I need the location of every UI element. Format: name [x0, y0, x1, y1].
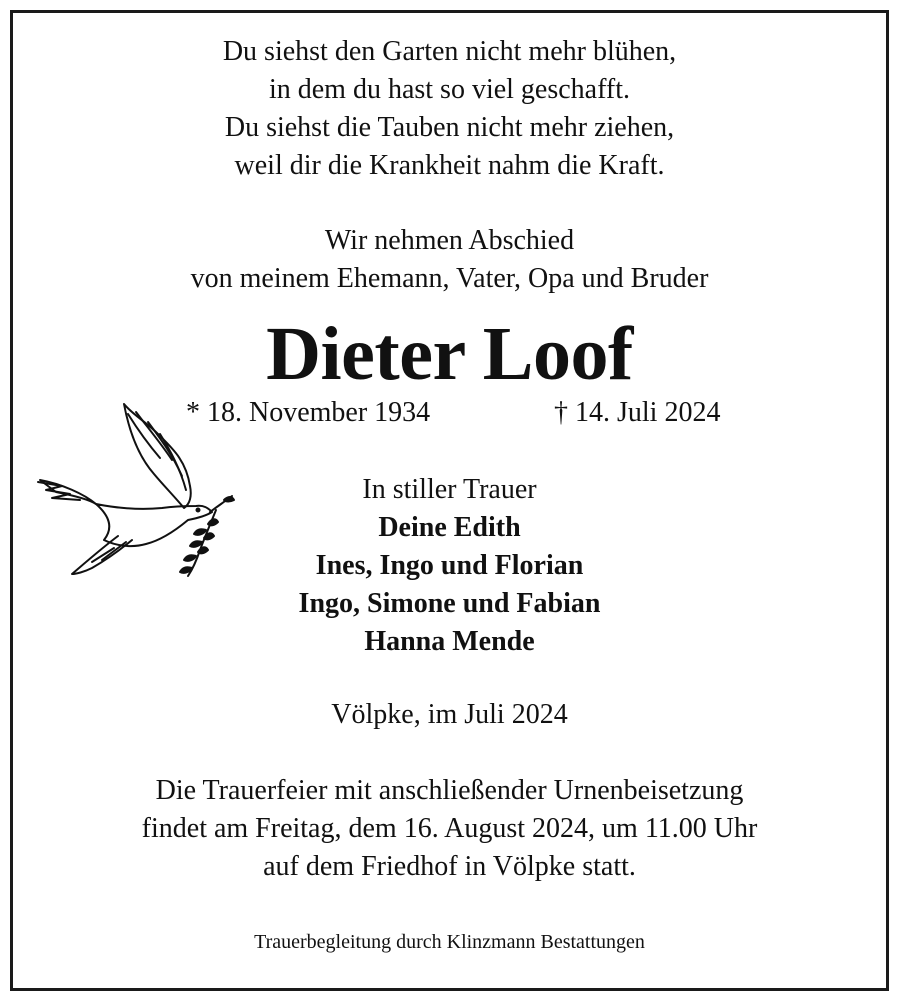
undertaker-note: Trauerbegleitung durch Klinzmann Bestattungen — [254, 931, 645, 953]
deceased-name: Dieter Loof — [266, 312, 633, 396]
poem-line-3: Du siehst die Tauben nicht mehr ziehen, — [224, 112, 675, 143]
birth-date: * 18. November 1934 — [186, 397, 431, 428]
place-date: Völpke, im Juli 2024 — [331, 699, 568, 730]
mourner-2: Ines, Ingo und Florian — [315, 550, 584, 581]
mourning-label: In stiller Trauer — [362, 474, 537, 505]
poem-line-4: weil dir die Krankheit nahm die Kraft. — [234, 150, 665, 181]
death-date: † 14. Juli 2024 — [554, 397, 721, 428]
poem-line-2: in dem du hast so viel geschafft. — [268, 74, 631, 105]
mourner-4: Hanna Mende — [364, 626, 535, 657]
service-line-1: Die Trauerfeier mit anschließender Urnenbeisetzung — [155, 775, 744, 806]
mourner-3: Ingo, Simone und Fabian — [298, 588, 601, 619]
intro-line-1: Wir nehmen Abschied — [324, 225, 575, 256]
service-line-3: auf dem Friedhof in Völpke statt. — [263, 851, 636, 882]
intro-line-2: von meinem Ehemann, Vater, Opa und Bruder — [190, 263, 709, 294]
poem-line-1: Du siehst den Garten nicht mehr blühen, — [222, 36, 677, 67]
mourner-1: Deine Edith — [378, 512, 521, 543]
service-line-2: findet am Freitag, dem 16. August 2024, um 11.00 Uhr — [141, 813, 758, 844]
